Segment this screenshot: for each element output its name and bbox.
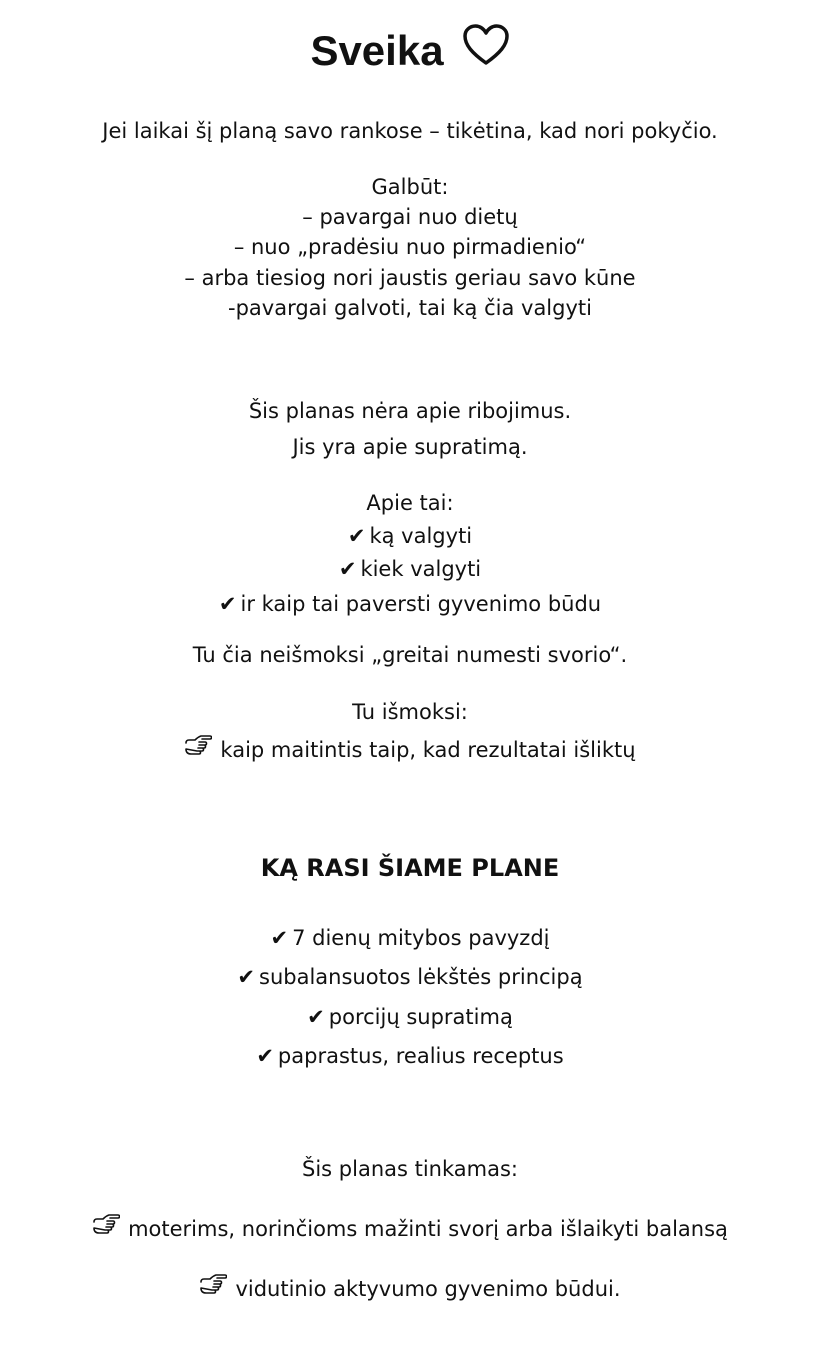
pointing-hand-icon — [184, 733, 212, 765]
maybe-item: -pavargai galvoti, tai ką čia valgyti — [228, 296, 592, 320]
contents-item-text: 7 dienų mitybos pavyzdį — [292, 926, 550, 950]
suitable-item-text: moterims, norinčioms mažinti svorį arba išlaikyti balansą — [128, 1217, 728, 1241]
intro-text: Jei laikai šį planą savo rankose – tikėtina, kad nori pokyčio. — [102, 119, 718, 143]
contents-item-text: paprastus, realius receptus — [277, 1044, 564, 1068]
check-icon: ✔ — [347, 524, 366, 548]
suitable-item — [0, 1214, 820, 1244]
contents-item-text: subalansuotos lėkštės principą — [259, 965, 583, 989]
learn-label: Tu išmoksi: — [352, 700, 468, 724]
about-item-text: ką valgyti — [369, 524, 473, 548]
statement-line: Jis yra apie supratimą. — [292, 435, 528, 459]
learn-item — [0, 735, 820, 765]
about-item — [0, 589, 820, 619]
about-item — [0, 521, 820, 551]
check-icon: ✔ — [270, 926, 289, 950]
check-icon: ✔ — [256, 1044, 274, 1068]
contents-item — [0, 1002, 820, 1032]
suitable-label: Šis planas tinkamas: — [302, 1157, 518, 1181]
check-icon: ✔ — [307, 1005, 325, 1029]
about-item-text: kiek valgyti — [360, 557, 482, 581]
suitable-item-text: vidutinio aktyvumo gyvenimo būdui. — [235, 1277, 621, 1301]
maybe-item: – arba tiesiog nori jaustis geriau savo kūne — [184, 266, 636, 290]
learn-item-text: kaip maitintis taip, kad rezultatai išliktų — [220, 738, 636, 762]
check-icon: ✔ — [218, 592, 237, 616]
maybe-item: – nuo „pradėsiu nuo pirmadienio“ — [233, 235, 587, 259]
page-title — [0, 26, 820, 78]
suitable-item — [0, 1274, 820, 1304]
check-icon: ✔ — [237, 965, 256, 989]
about-item-text: ir kaip tai paversti gyvenimo būdu — [240, 592, 602, 616]
not-learn-text: Tu čia neišmoksi „greitai numesti svorio“. — [192, 643, 628, 667]
contents-item — [0, 923, 820, 953]
contents-item — [0, 1041, 820, 1071]
heart-outline-icon — [462, 23, 510, 78]
maybe-item: – pavargai nuo dietų — [302, 205, 518, 229]
contents-item — [0, 962, 820, 992]
maybe-label: Galbūt: — [371, 175, 449, 199]
contents-heading: KĄ RASI ŠIAME PLANE — [260, 854, 560, 882]
pointing-hand-icon — [92, 1212, 120, 1244]
pointing-hand-icon — [199, 1272, 227, 1304]
about-item — [0, 554, 820, 584]
title-text: Sveika — [310, 27, 444, 74]
about-label: Apie tai: — [366, 491, 454, 515]
check-icon: ✔ — [338, 557, 357, 581]
contents-item-text: porcijų supratimą — [328, 1005, 513, 1029]
statement-line: Šis planas nėra apie ribojimus. — [248, 399, 572, 423]
